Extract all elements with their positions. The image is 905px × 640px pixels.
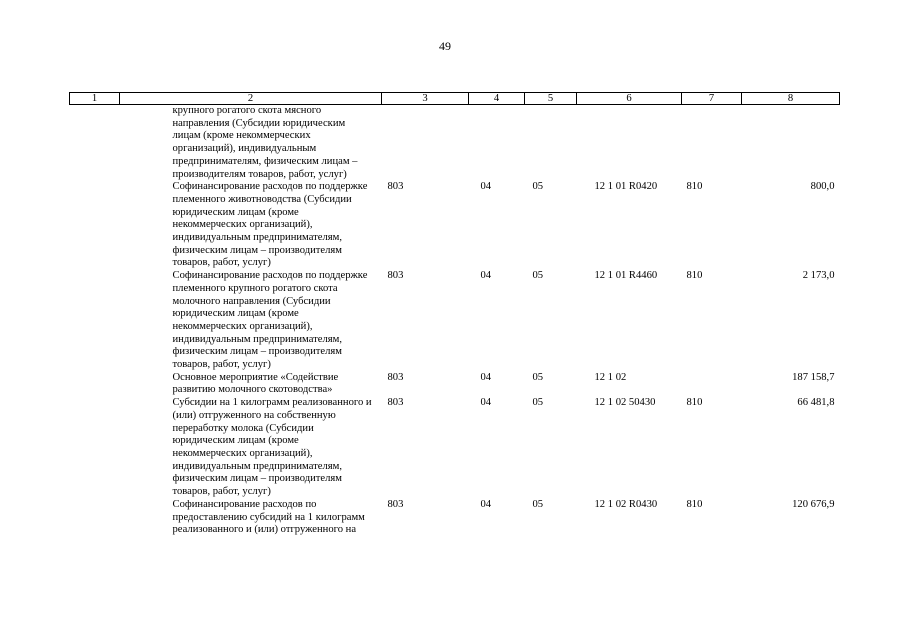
row-sum bbox=[742, 105, 840, 182]
page-number: 49 bbox=[439, 39, 451, 53]
table-row bbox=[70, 372, 840, 397]
row-expense-type bbox=[682, 372, 742, 397]
row-target-code: 12 1 02 R0430 bbox=[594, 498, 658, 510]
row-section: 04 bbox=[480, 270, 492, 282]
row-number-cell bbox=[70, 499, 120, 537]
row-grbs bbox=[382, 105, 469, 182]
row-subsection: 05 bbox=[532, 371, 544, 383]
table-row bbox=[70, 270, 840, 372]
header-col-8: 8 bbox=[742, 93, 840, 105]
row-section: 04 bbox=[480, 498, 492, 510]
table-row bbox=[70, 397, 840, 499]
row-grbs: 803 bbox=[387, 397, 404, 409]
row-number-cell bbox=[70, 397, 120, 499]
row-sum: 2 173,0 bbox=[802, 270, 835, 282]
row-target-code: 12 1 01 R0420 bbox=[594, 181, 658, 193]
row-name: Софинансирование расходов по поддержке племенного животноводства (Субсидии юридическим лицам (кроме некоммерческих организаций), индивидуальным предпринимателям, физическим лицам – производителям товаров, работ, услуг) bbox=[172, 181, 368, 269]
row-section: 04 bbox=[480, 181, 492, 193]
row-number-cell bbox=[70, 372, 120, 397]
row-number-cell bbox=[70, 270, 120, 372]
row-number-cell bbox=[70, 181, 120, 270]
header-row bbox=[70, 93, 840, 105]
row-expense-type: 810 bbox=[686, 498, 703, 510]
row-name: Субсидии на 1 килограмм реализованного и (или) отгруженного на собственную переработку молока (Субсидии юридическим лицам (кроме некоммерческих организаций), индивидуальным предпринимателям, физическим лицам – производителям товаров, работ, услуг) bbox=[172, 397, 372, 498]
header-col-7: 7 bbox=[682, 93, 742, 105]
header-col-6: 6 bbox=[577, 93, 682, 105]
table-row bbox=[70, 181, 840, 270]
row-target-code: 12 1 01 R4460 bbox=[594, 270, 658, 282]
row-subsection: 05 bbox=[532, 270, 544, 282]
table-row bbox=[70, 499, 840, 537]
row-grbs: 803 bbox=[387, 270, 404, 282]
budget-table bbox=[69, 92, 840, 537]
row-expense-type: 810 bbox=[686, 181, 703, 193]
row-name: Основное мероприятие «Содействие развитию молочного скотоводства» bbox=[172, 371, 339, 396]
row-target-code: 12 1 02 50430 bbox=[594, 397, 656, 409]
row-name: крупного рогатого скота мясного направления (Субсидии юридическим лицам (кроме некоммерческих организаций), индивидуальным предпринимателям, физическим лицам – производителям товаров, работ, услуг) bbox=[172, 105, 358, 180]
row-sum: 800,0 bbox=[810, 181, 835, 193]
row-grbs: 803 bbox=[387, 371, 404, 383]
row-name: Софинансирование расходов по предоставлению субсидий на 1 килограмм реализованного и (или) отгруженного на bbox=[172, 498, 365, 536]
row-number-cell bbox=[70, 105, 120, 182]
table-row bbox=[70, 105, 840, 182]
row-subsection: 05 bbox=[532, 498, 544, 510]
header-col-2: 2 bbox=[120, 93, 382, 105]
row-target-code: 12 1 02 bbox=[594, 371, 627, 383]
row-section bbox=[469, 105, 525, 182]
row-grbs: 803 bbox=[387, 181, 404, 193]
row-subsection: 05 bbox=[532, 181, 544, 193]
header-col-5: 5 bbox=[525, 93, 577, 105]
header-col-1: 1 bbox=[70, 93, 120, 105]
row-expense-type: 810 bbox=[686, 397, 703, 409]
header-col-3: 3 bbox=[382, 93, 469, 105]
row-grbs: 803 bbox=[387, 498, 404, 510]
row-section: 04 bbox=[480, 371, 492, 383]
row-sum: 120 676,9 bbox=[792, 498, 835, 510]
row-name: Софинансирование расходов по поддержке племенного крупного рогатого скота молочного направления (Субсидии юридическим лицам (кроме некоммерческих организаций), индивидуальным предпринимателям, физическим лицам – производителям товаров, работ, услуг) bbox=[172, 270, 368, 371]
row-subsection bbox=[525, 105, 577, 182]
row-section: 04 bbox=[480, 397, 492, 409]
row-expense-type: 810 bbox=[686, 270, 703, 282]
row-expense-type bbox=[682, 105, 742, 182]
row-sum: 187 158,7 bbox=[792, 371, 835, 383]
header-col-4: 4 bbox=[469, 93, 525, 105]
row-subsection: 05 bbox=[532, 397, 544, 409]
row-target-code bbox=[577, 105, 682, 182]
row-sum: 66 481,8 bbox=[797, 397, 835, 409]
